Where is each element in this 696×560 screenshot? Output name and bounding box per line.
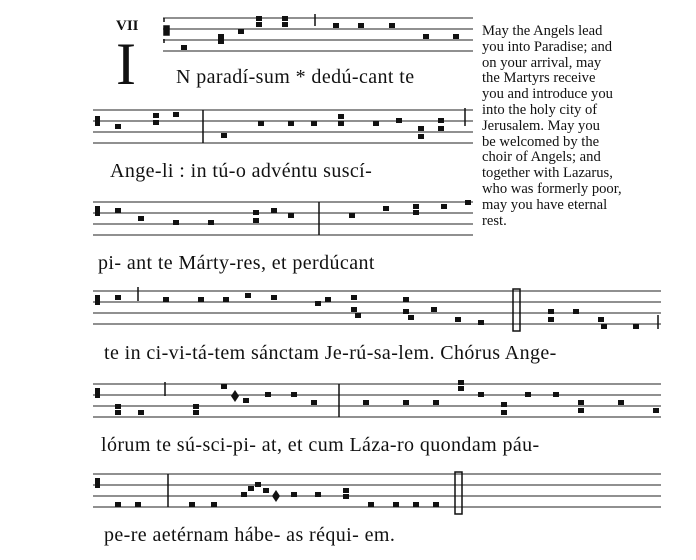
staff-4 <box>93 287 661 332</box>
translation-line: Jerusalem. May you <box>482 117 600 134</box>
staff-2 <box>93 106 473 146</box>
lyric-line-5: lórum te sú-sci-pi- at, et cum Láza-ro quondam páu- <box>101 434 540 456</box>
lyric-line-1: N paradí-sum * dedú-cant te <box>176 66 415 88</box>
lyric-line-6: pe-re aetérnam hábe- as réqui- em. <box>104 524 396 546</box>
staff-1 <box>163 14 473 56</box>
translation-line: the Martyrs receive <box>482 70 596 87</box>
lyric-line-3: pi- ant te Márty-res, et perdúcant <box>98 252 375 274</box>
lyric-line-2: Ange-li : in tú-o advéntu suscí- <box>110 160 373 182</box>
initial-letter: I <box>116 31 136 97</box>
english-translation <box>482 24 662 229</box>
translation-line: into the holy city of <box>482 101 598 118</box>
translation-line: be welcomed by the <box>482 133 600 150</box>
translation-line: on your arrival, may <box>482 54 602 71</box>
translation-line: may you have eternal <box>482 196 608 213</box>
translation-line: choir of Angels; and <box>482 149 601 166</box>
translation-line: rest. <box>482 212 507 229</box>
translation-line: together with Lazarus, <box>482 165 613 182</box>
translation-line: May the Angels lead <box>482 23 603 39</box>
staff-5 <box>93 380 661 420</box>
lyric-line-4: te in ci-vi-tá-tem sánctam Je-rú-sa-lem. Chórus Ange- <box>104 342 557 364</box>
mode-label: VII <box>116 18 139 34</box>
staff-6 <box>93 470 661 515</box>
translation-line: you into Paradise; and <box>482 38 613 55</box>
translation-line: who was formerly poor, <box>482 180 622 197</box>
translation-line: you and introduce you <box>482 86 613 103</box>
staff-3 <box>93 198 473 238</box>
